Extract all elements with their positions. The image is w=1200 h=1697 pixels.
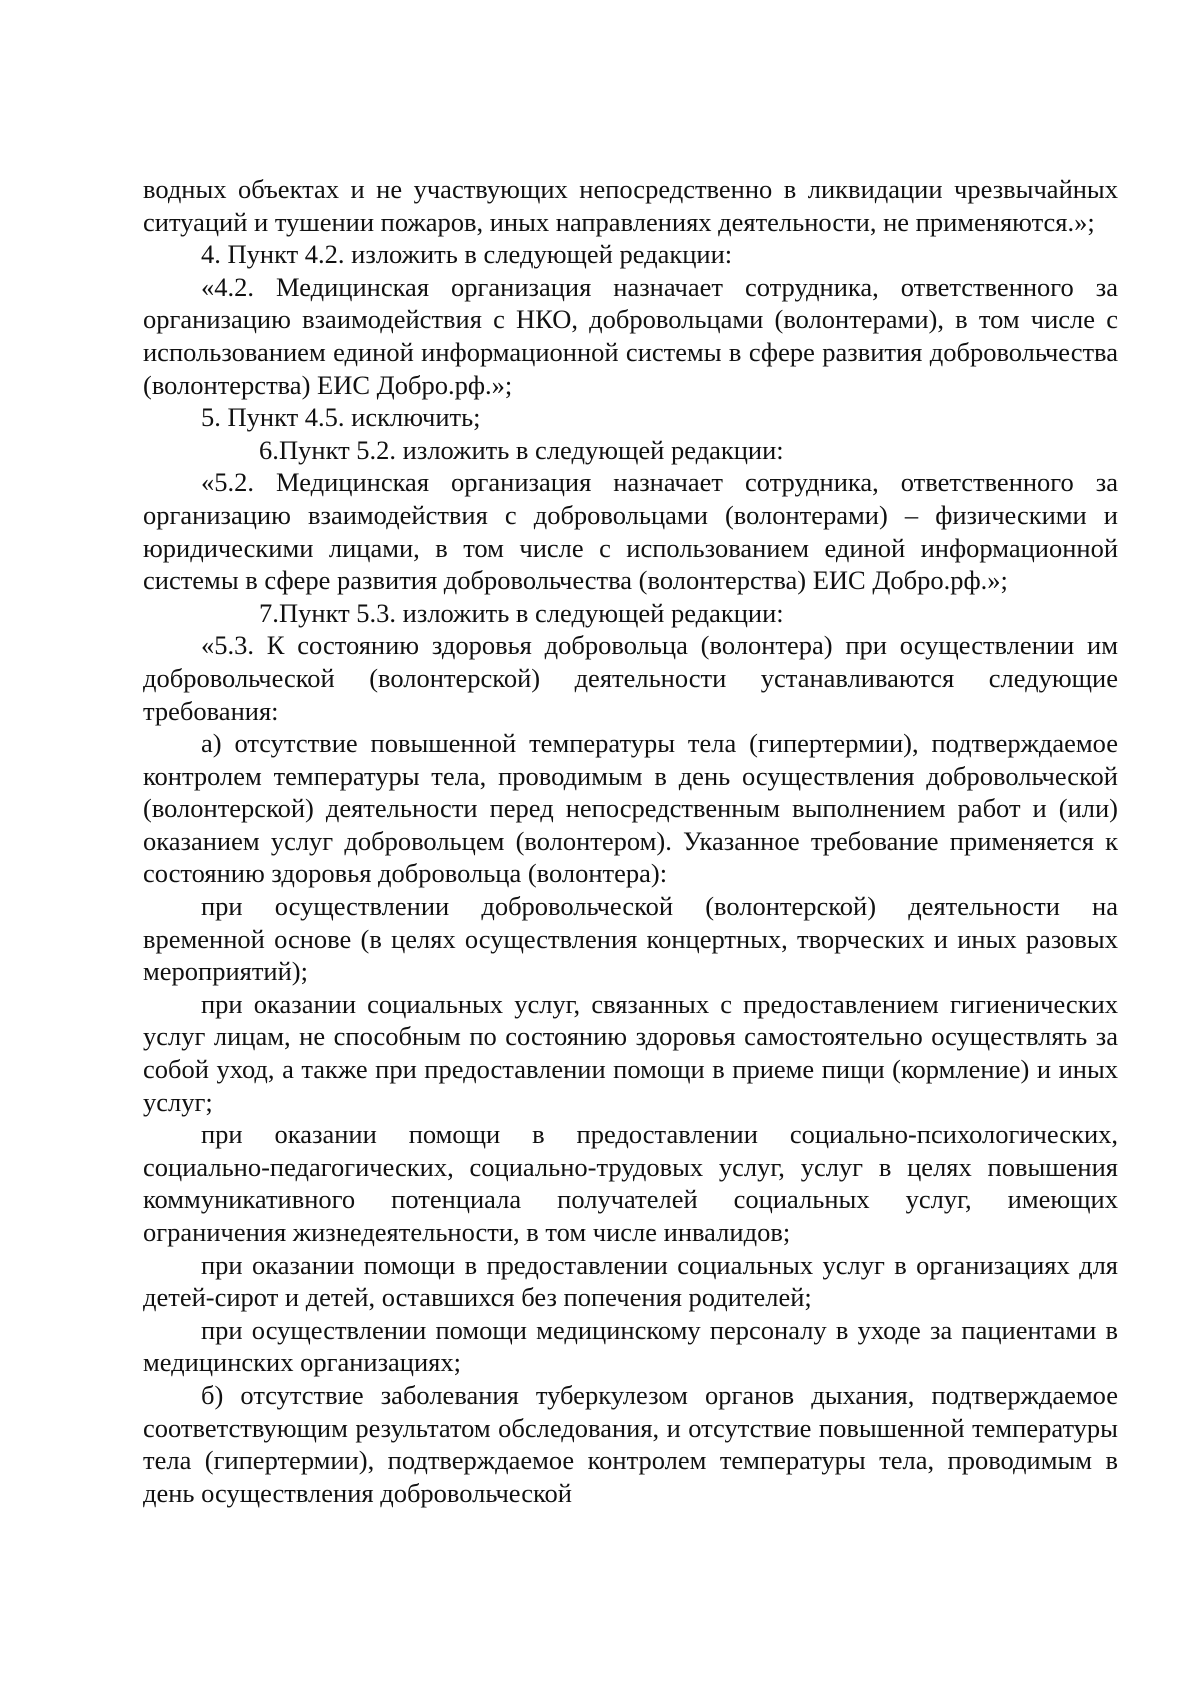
paragraph-case-medical: при осуществлении помощи медицинскому персоналу в уходе за пациентами в медицинских организациях; <box>143 1314 1118 1378</box>
item-6-text: Пункт 5.2. изложить в следующей редакции: <box>279 434 784 465</box>
item-number-6: 6. <box>259 434 279 465</box>
paragraph-case-social-services: при оказании социальных услуг, связанных с предоставлением гигиенических услуг лицам, не способным по состоянию здоровья самостоятельно осуществлять за собой уход, а также при предоставлении помощи в приеме пищи (кормление) и иных услуг; <box>143 988 1118 1117</box>
paragraph-case-psychological: при оказании помощи в предоставлении социально-психологических, социально-педагогических, социально-трудовых услуг, услуг в целях повышения коммуникативного потенциала получателей социальных услуг, имеющих ограничения жизнедеятельности, в том числе инвалидов; <box>143 1119 1118 1247</box>
paragraph-quote-5-2: «5.2. Медицинская организация назначает сотрудника, ответственного за организацию взаимодействия с добровольцами (волонтерами) – физическими и юридическими лицами, в том числе с использованием единой информационной системы в сфере развития добровольчества (волонтерства) ЕИС Добро.рф.»; <box>143 467 1118 596</box>
paragraph-case-temporary: при осуществлении добровольческой (волонтерской) деятельности на временной основе (в целях осуществления концертных, творческих и иных разовых мероприятий); <box>143 891 1118 987</box>
paragraph-item-6 <box>143 434 1118 467</box>
paragraph-quote-5-3: «5.3. К состоянию здоровья добровольца (волонтера) при осуществлении им добровольческой (волонтерской) деятельности устанавливаются следующие требования: <box>143 630 1118 726</box>
item-number-7: 7. <box>259 597 279 628</box>
paragraph-item-5: 5. Пункт 4.5. исключить; <box>201 402 481 433</box>
paragraph-quote-4-2: «4.2. Медицинская организация назначает сотрудника, ответственного за организацию взаимодействия с НКО, добровольцами (волонтерами), в том числе с использованием единой информационной системы в сфере развития добровольчества (волонтерства) ЕИС Добро.рф.»; <box>143 271 1118 400</box>
paragraph-subitem-a: а) отсутствие повышенной температуры тела (гипертермии), подтверждаемое контролем температуры тела, проводимым в день осуществления добровольческой (волонтерской) деятельности перед непосредственным выполнением работ и (или) оказанием услуг добровольцем (волонтером). Указанное требование применяется к состоянию здоровья добровольца (волонтера): <box>143 728 1118 889</box>
document-body <box>143 173 1118 1509</box>
item-7-text: Пункт 5.3. изложить в следующей редакции: <box>279 597 784 628</box>
paragraph-item-7 <box>143 597 1118 630</box>
paragraph-case-orphans: при оказании помощи в предоставлении социальных услуг в организациях для детей-сирот и детей, оставшихся без попечения родителей; <box>143 1249 1118 1313</box>
paragraph-subitem-b: б) отсутствие заболевания туберкулезом органов дыхания, подтверждаемое соответствующим результатом обследования, и отсутствие повышенной температуры тела (гипертермии), подтверждаемое контролем температуры тела, проводимым в день осуществления добровольческой <box>143 1379 1118 1508</box>
paragraph-continuation: водных объектах и не участвующих непосредственно в ликвидации чрезвычайных ситуаций и тушении пожаров, иных направлениях деятельности, не применяются.»; <box>143 174 1118 237</box>
paragraph-item-4: 4. Пункт 4.2. изложить в следующей редакции: <box>201 239 733 270</box>
